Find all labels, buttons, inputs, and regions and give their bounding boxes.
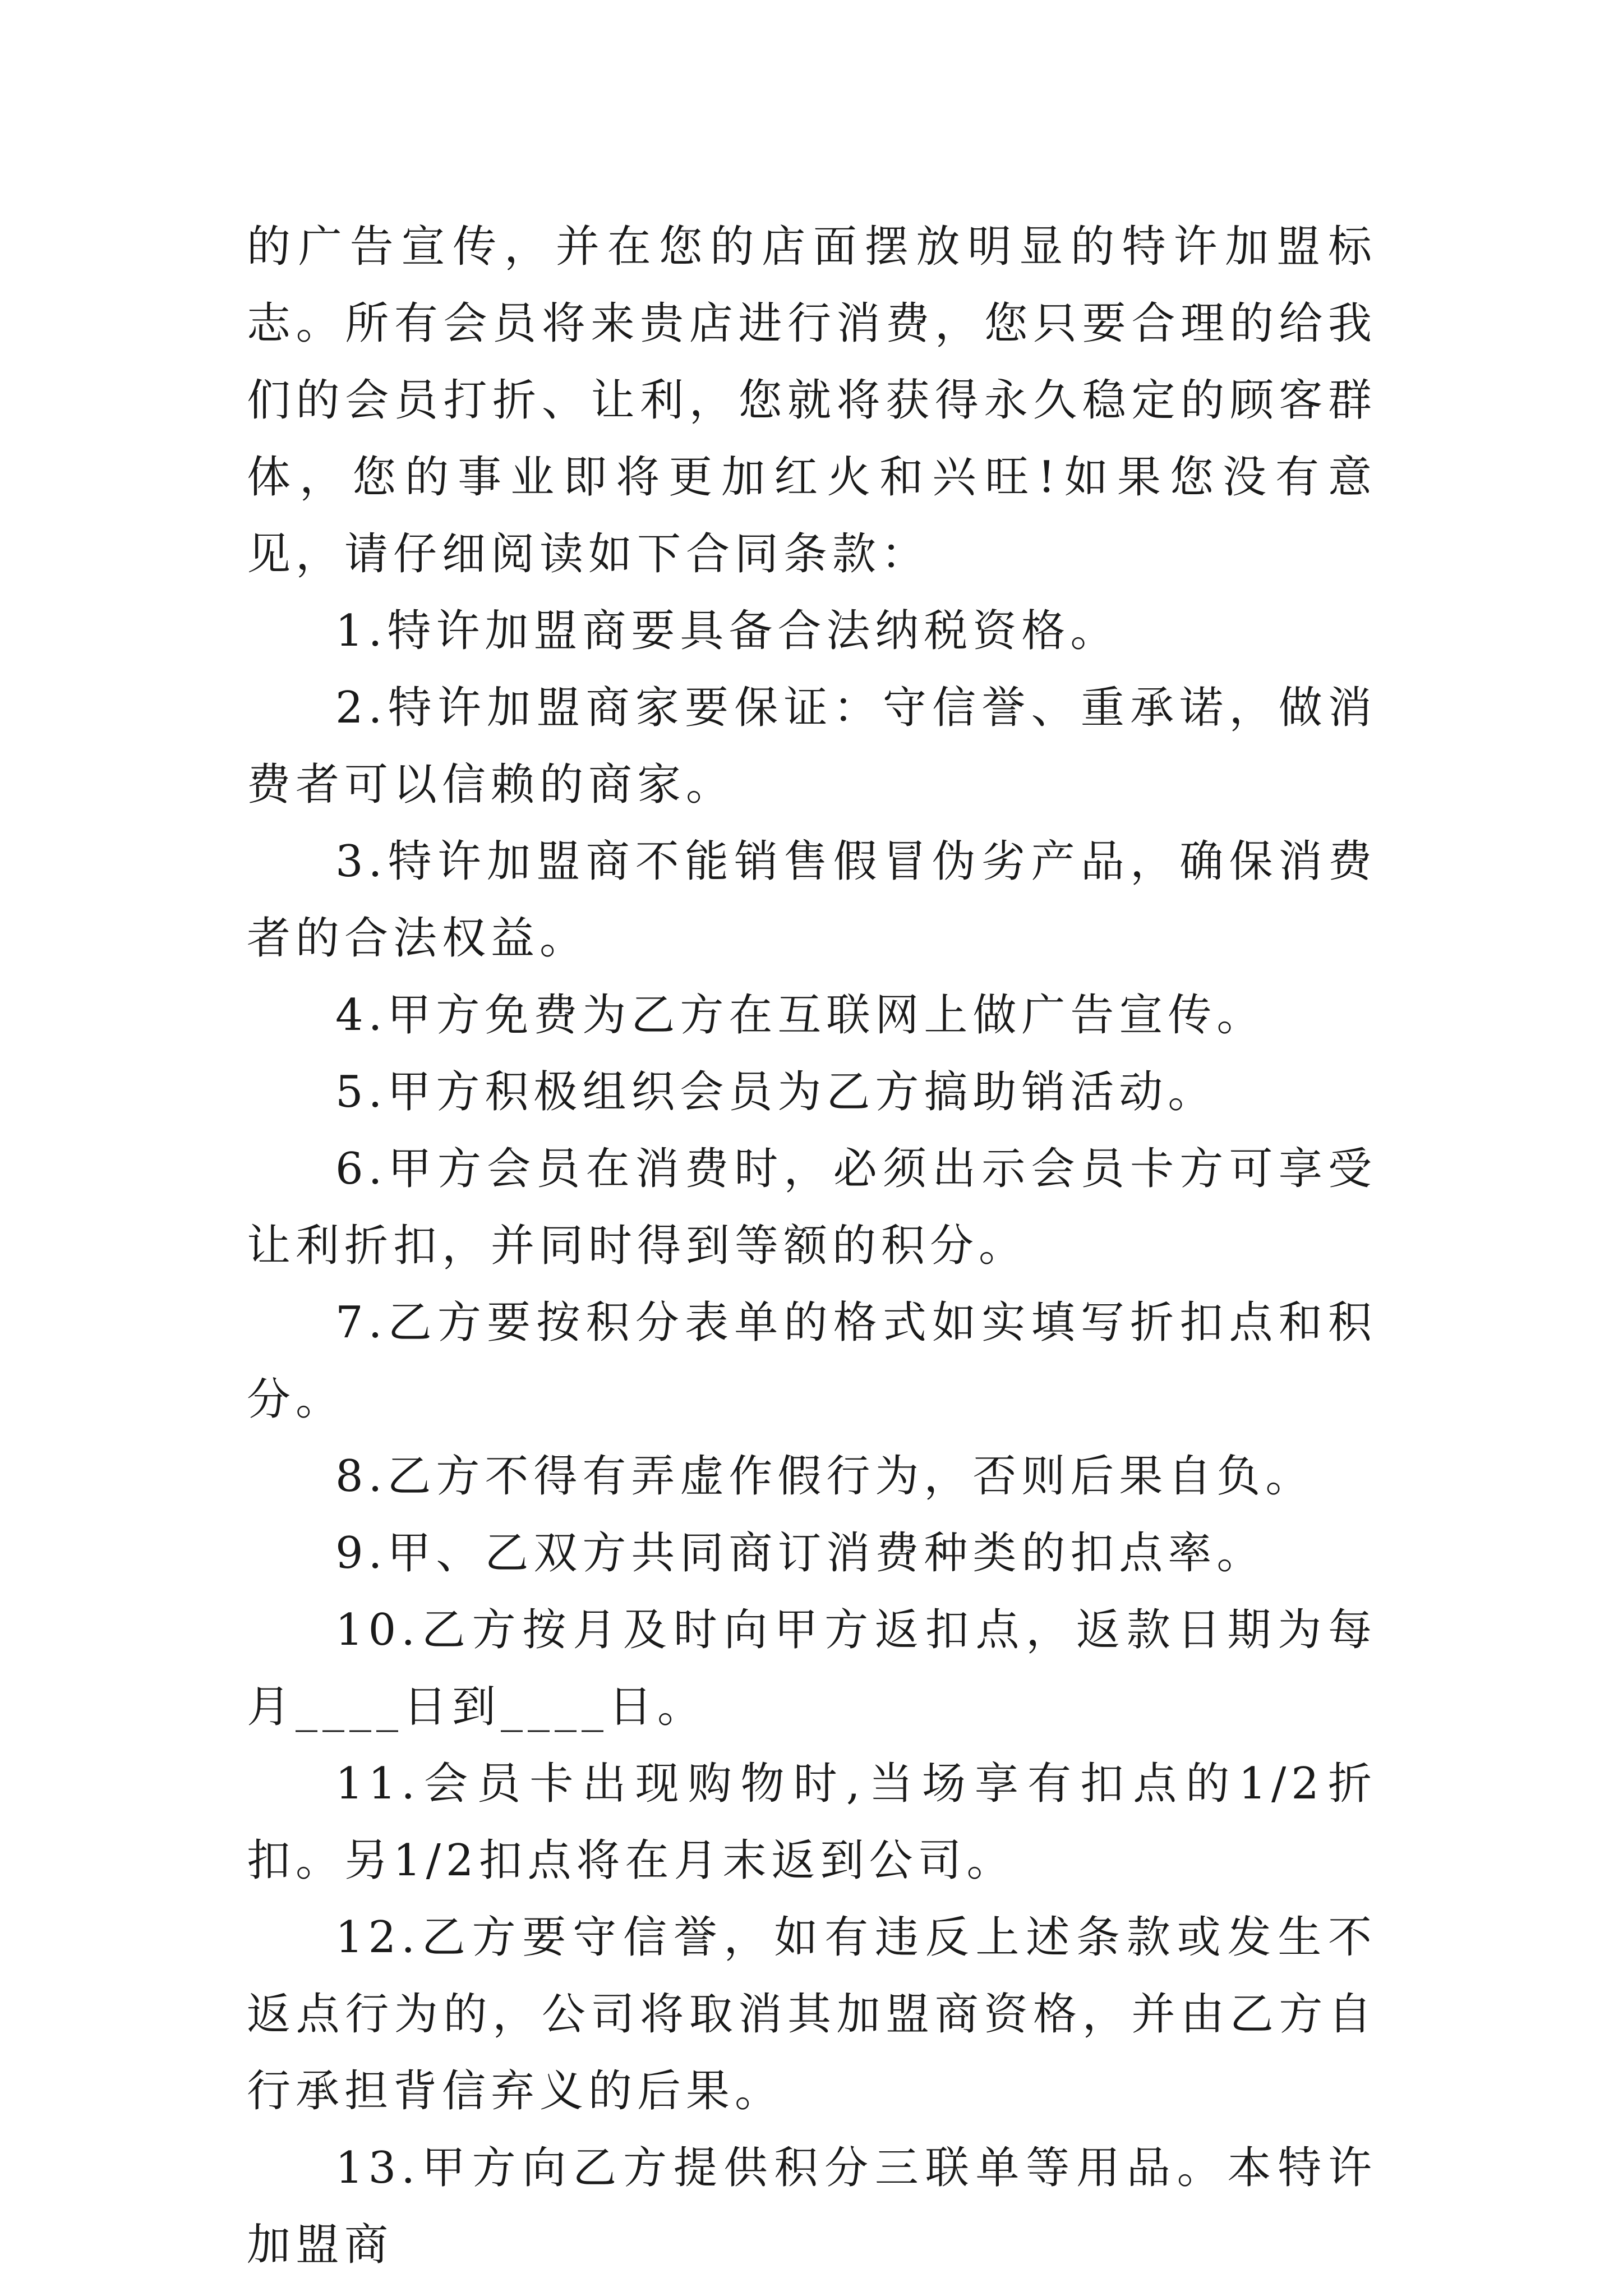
clause-8: 8.乙方不得有弄虚作假行为，否则后果自负。 bbox=[335, 1451, 1315, 1502]
clause-5: 5.甲方积极组织会员为乙方搞助销活动。 bbox=[335, 1067, 1217, 1117]
clause-9: 9.甲、乙双方共同商订消费种类的扣点率。 bbox=[335, 1528, 1266, 1579]
clause-1: 1.特许加盟商要具备合法纳税资格。 bbox=[335, 606, 1119, 656]
document-body bbox=[247, 209, 1377, 2284]
clause-7: 7.乙方要按积分表单的格式如实填写折扣点和积分。 bbox=[247, 1297, 1377, 1425]
clause-10: 10.乙方按月及时向甲方返扣点，返款日期为每月____日到____日。 bbox=[247, 1605, 1377, 1732]
clause-4: 4.甲方免费为乙方在互联网上做广告宣传。 bbox=[335, 990, 1266, 1041]
paragraph-intro-continued: 的广告宣传，并在您的店面摆放明显的特许加盟标志。所有会员将来贵店进行消费，您只要合理的给我们的会员打折、让利，您就将获得永久稳定的顾客群体，您的事业即将更加红火和兴旺!如果您没有意见，请仔细阅读如下合同条款： bbox=[247, 222, 1377, 579]
clause-11: 11.会员卡出现购物时,当场享有扣点的1/2折扣。另1/2扣点将在月末返到公司。 bbox=[247, 1759, 1377, 1886]
clause-12: 12.乙方要守信誉，如有违反上述条款或发生不返点行为的，公司将取消其加盟商资格，并由乙方自行承担背信弃义的后果。 bbox=[247, 1912, 1377, 2116]
clause-13: 13.甲方向乙方提供积分三联单等用品。本特许加盟商 bbox=[247, 2143, 1377, 2270]
clause-6: 6.甲方会员在消费时，必须出示会员卡方可享受让利折扣，并同时得到等额的积分。 bbox=[247, 1144, 1377, 1271]
clause-2: 2.特许加盟商家要保证：守信誉、重承诺，做消费者可以信赖的商家。 bbox=[247, 683, 1377, 810]
clause-3: 3.特许加盟商不能销售假冒伪劣产品，确保消费者的合法权益。 bbox=[247, 836, 1377, 964]
